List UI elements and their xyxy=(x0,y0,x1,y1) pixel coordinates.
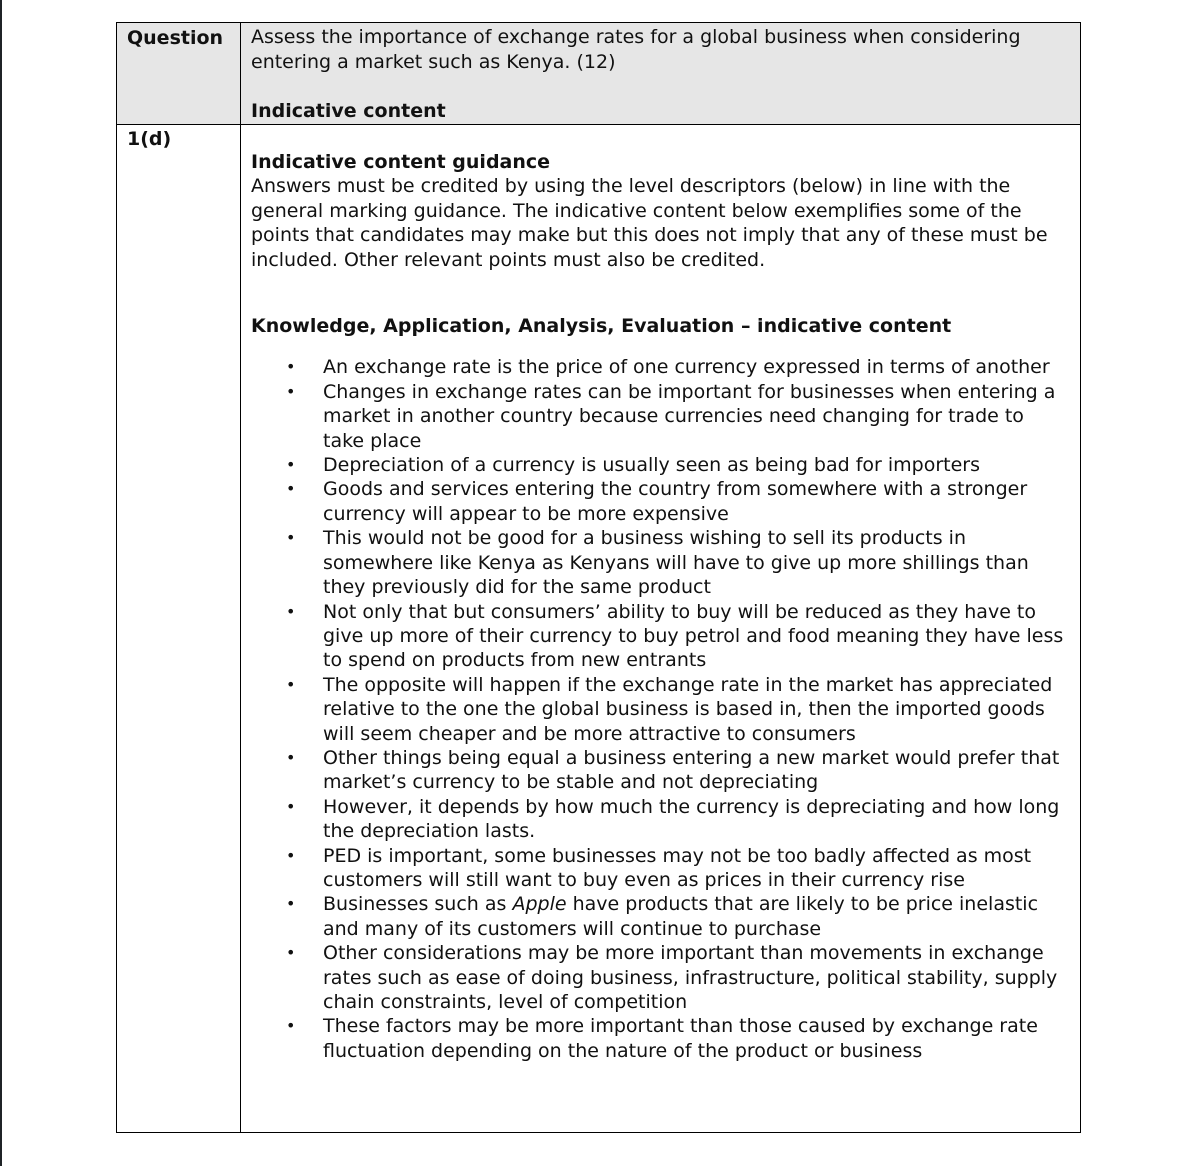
bullet-icon: • xyxy=(286,357,296,377)
mark-scheme-table xyxy=(116,22,1081,1133)
point-text: An exchange rate is the price of one currency expressed in terms of another xyxy=(323,356,1050,379)
point-text: Changes in exchange rates can be important for businesses when entering a market in another country because currencies need changing for trade to take place xyxy=(323,380,1056,452)
indicative-content-heading: Indicative content xyxy=(251,100,446,122)
list-item xyxy=(286,746,1070,795)
indicative-points-list xyxy=(251,355,1070,1063)
bullet-icon: • xyxy=(286,528,296,548)
bullet-icon: • xyxy=(286,747,296,767)
list-item xyxy=(286,477,1070,526)
point-text-before: Businesses such as xyxy=(323,893,513,916)
point-text-after: have products that are likely to be price inelastic and many of its customers will continue to purchase xyxy=(323,893,1039,940)
point-text: Not only that but consumers’ ability to buy will be reduced as they have to give up more of their currency to buy petrol and food meaning they have less to spend on products from new entrants xyxy=(323,600,1064,672)
bullet-icon: • xyxy=(286,943,296,963)
list-item xyxy=(286,941,1070,1014)
brand-name-apple: Apple xyxy=(512,893,567,916)
list-item xyxy=(286,600,1070,673)
bullet-icon: • xyxy=(286,845,296,865)
point-text: The opposite will happen if the exchange rate in the market has appreciated relative to the one the global business is based in, then the imported goods will seem cheaper and be more attractive to consumers xyxy=(323,673,1053,745)
window-left-edge xyxy=(0,0,2,1166)
list-item xyxy=(286,892,1070,941)
question-label-cell xyxy=(117,23,241,125)
list-item xyxy=(286,526,1070,599)
list-item xyxy=(286,380,1070,453)
point-text: PED is important, some businesses may not be too badly affected as most customers will still want to buy even as prices in their currency rise xyxy=(323,844,1032,891)
table-row xyxy=(117,125,1081,1133)
point-text: Depreciation of a currency is usually seen as being bad for importers xyxy=(323,454,981,477)
list-item xyxy=(286,673,1070,746)
list-item xyxy=(286,355,1070,379)
guidance-title: Indicative content guidance xyxy=(251,151,551,173)
bullet-icon: • xyxy=(286,601,296,621)
table-header-row xyxy=(117,23,1081,125)
point-text: Other considerations may be more important than movements in exchange rates such as ease of doing business, infrastructure, political stability, supply chain constraints, level of competition xyxy=(323,942,1058,1013)
bullet-icon: • xyxy=(286,381,296,401)
point-text: These factors may be more important than those caused by exchange rate fluctuation depending on the nature of the product or business xyxy=(323,1015,1038,1062)
question-label: Question xyxy=(127,27,224,49)
list-item xyxy=(286,795,1070,844)
point-text: Goods and services entering the country from somewhere with a stronger currency will appear to be more expensive xyxy=(323,478,1028,525)
list-item xyxy=(286,844,1070,893)
point-text: Other things being equal a business entering a new market would prefer that market’s currency to be stable and not depreciating xyxy=(323,746,1060,794)
list-item xyxy=(286,1014,1070,1063)
bullet-icon: • xyxy=(286,796,296,816)
point-text: However, it depends by how much the currency is depreciating and how long the depreciation lasts. xyxy=(323,795,1060,843)
bullet-icon: • xyxy=(286,1016,296,1036)
indicative-content-cell xyxy=(241,125,1081,1133)
point-text: This would not be good for a business wishing to sell its products in somewhere like Kenya as Kenyans will have to give up more shillings than they previously did for the same product xyxy=(323,527,1029,599)
guidance-text: Answers must be credited by using the level descriptors (below) in line with the general marking guidance. The indicative content below exemplifies some of the points that candidates may make but this does not imply that any of these must be included. Other relevant points must also be credited. xyxy=(251,175,1048,271)
list-item xyxy=(286,453,1070,477)
bullet-icon: • xyxy=(286,455,296,475)
bullet-icon: • xyxy=(286,894,296,914)
kaae-title: Knowledge, Application, Analysis, Evaluation – indicative content xyxy=(251,315,952,338)
bullet-icon: • xyxy=(286,674,296,694)
question-prompt-cell xyxy=(241,23,1081,125)
question-id: 1(d) xyxy=(127,128,172,150)
question-prompt: Assess the importance of exchange rates for a global business when considering entering a market such as Kenya. (12) xyxy=(251,26,1021,73)
question-id-cell xyxy=(117,125,241,1133)
bullet-icon: • xyxy=(286,479,296,499)
